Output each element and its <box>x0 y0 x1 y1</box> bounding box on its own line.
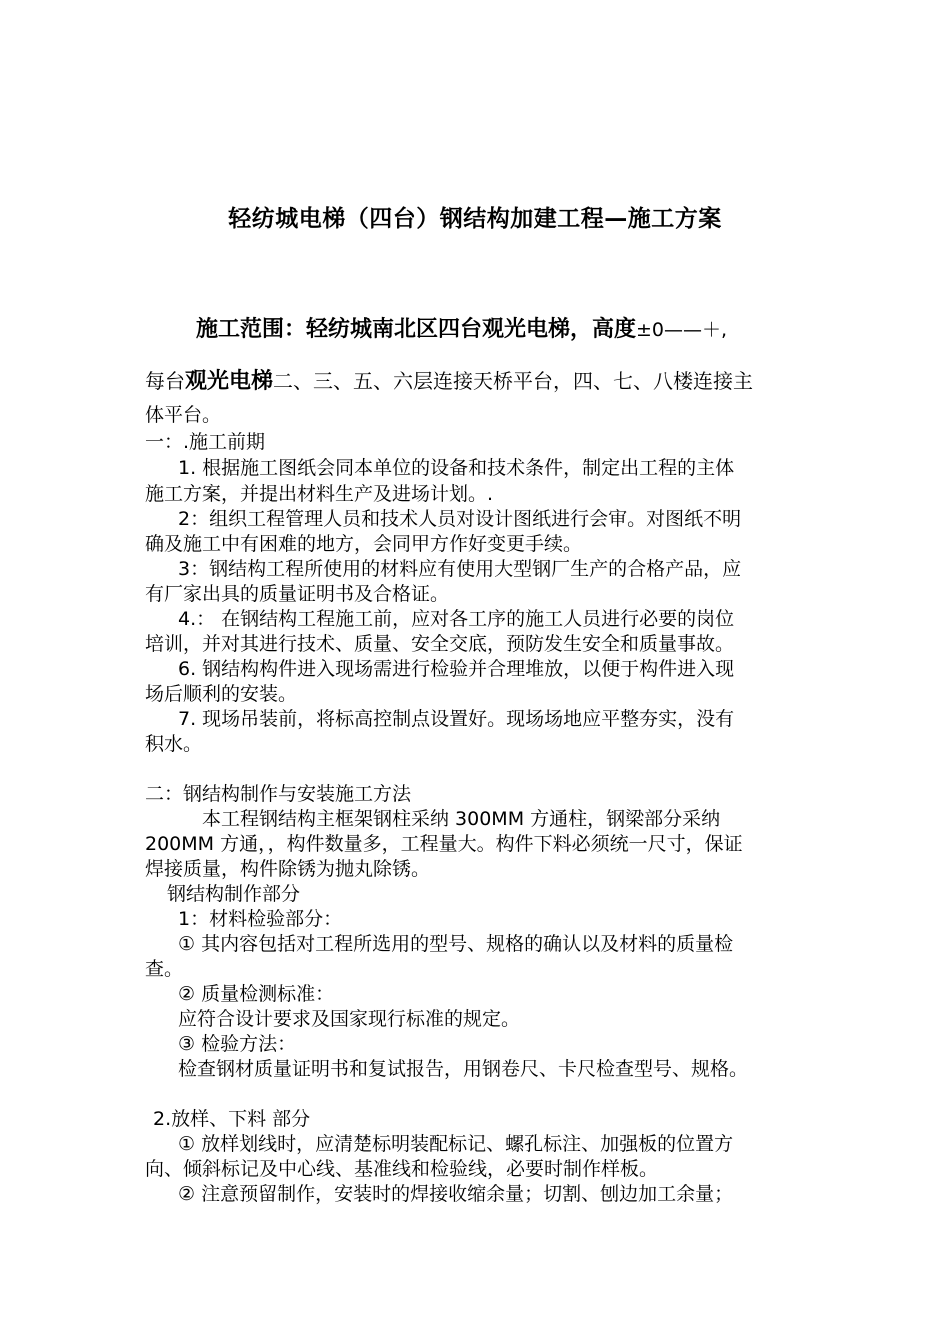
scope-line-2-bold: 观光电梯 <box>185 369 274 394</box>
paragraph-line: 3：钢结构工程所使用的材料应有使用大型钢厂生产的合格产品，应 <box>178 558 742 580</box>
scope-line-2-post: 二、三、五、六层连接天桥平台，四、七、八楼连接主 <box>273 369 754 393</box>
paragraph-line: 确及施工中有困难的地方，会同甲方作好变更手续。 <box>145 533 583 555</box>
paragraph-line: ③ 检验方法： <box>178 1033 297 1055</box>
paragraph-line: 检查钢材质量证明书和复试报告，用钢卷尺、卡尺检查型号、规格。 <box>178 1058 749 1080</box>
paragraph-line: 积水。 <box>145 733 203 755</box>
subsection-heading: 钢结构制作部分 <box>167 883 301 905</box>
paragraph-line: 查。 <box>145 958 184 980</box>
paragraph-line: 7. 现场吊装前，将标高控制点设置好。现场场地应平整夯实，没有 <box>178 708 735 730</box>
paragraph-line: ① 其内容包括对工程所选用的型号、规格的确认以及材料的质量检 <box>178 933 734 955</box>
paragraph-line: 向、倾斜标记及中心线、基准线和检验线，必要时制作样板。 <box>145 1158 659 1180</box>
subsection-heading: 2.放样、下料 部分 <box>153 1108 311 1130</box>
paragraph-line: 焊接质量，构件除锈为抛丸除锈。 <box>145 858 431 880</box>
scope-line-2-pre: 每台 <box>145 369 185 393</box>
scope-line-3: 体平台。 <box>145 404 222 426</box>
paragraph-line: 场后顺利的安装。 <box>145 683 298 705</box>
paragraph-line: ① 放样划线时，应清楚标明装配标记、螺孔标注、加强板的位置方 <box>178 1133 734 1155</box>
paragraph-line: 1. 根据施工图纸会同本单位的设备和技术条件，制定出工程的主体 <box>178 457 735 479</box>
scope-line-2 <box>145 367 753 396</box>
paragraph-line: 2：组织工程管理人员和技术人员对设计图纸进行会审。对图纸不明 <box>178 508 742 530</box>
section2-heading: 二：钢结构制作与安装施工方法 <box>145 783 412 805</box>
paragraph-line: 4.： 在钢结构工程施工前，应对各工序的施工人员进行必要的岗位 <box>178 608 735 630</box>
scope-height: ±0——＋, <box>636 319 728 341</box>
paragraph-line: 6. 钢结构构件进入现场需进行检验并合理堆放，以便于构件进入现 <box>178 658 735 680</box>
paragraph-line: ② 质量检测标准： <box>178 983 335 1005</box>
paragraph-line: 本工程钢结构主框架钢柱采纳 300MM 方通柱，钢梁部分采纳 <box>202 808 721 830</box>
document-title: 轻纺城电梯（四台）钢结构加建工程—施工方案 <box>228 206 722 232</box>
scope-lead: 施工范围：轻纺城南北区四台观光电梯，高度 <box>196 317 637 342</box>
scope-line-1 <box>196 316 727 344</box>
paragraph-line: 施工方案，并提出材料生产及进场计划。. <box>145 483 494 505</box>
paragraph-line: 培训，并对其进行技术、质量、安全交底，预防发生安全和质量事故。 <box>145 633 735 655</box>
paragraph-line: ② 注意预留制作，安装时的焊接收缩余量；切割、刨边加工余量； <box>178 1183 734 1205</box>
paragraph-line: 1：材料检验部分： <box>178 908 343 930</box>
paragraph-line: 有厂家出具的质量证明书及合格证。 <box>145 583 450 605</box>
paragraph-line: 200MM 方通，，构件数量多，工程量大。构件下料必须统一尺寸，保证 <box>145 833 743 855</box>
section1-heading: 一：.施工前期 <box>145 431 266 453</box>
paragraph-line: 应符合设计要求及国家现行标准的规定。 <box>178 1008 521 1030</box>
